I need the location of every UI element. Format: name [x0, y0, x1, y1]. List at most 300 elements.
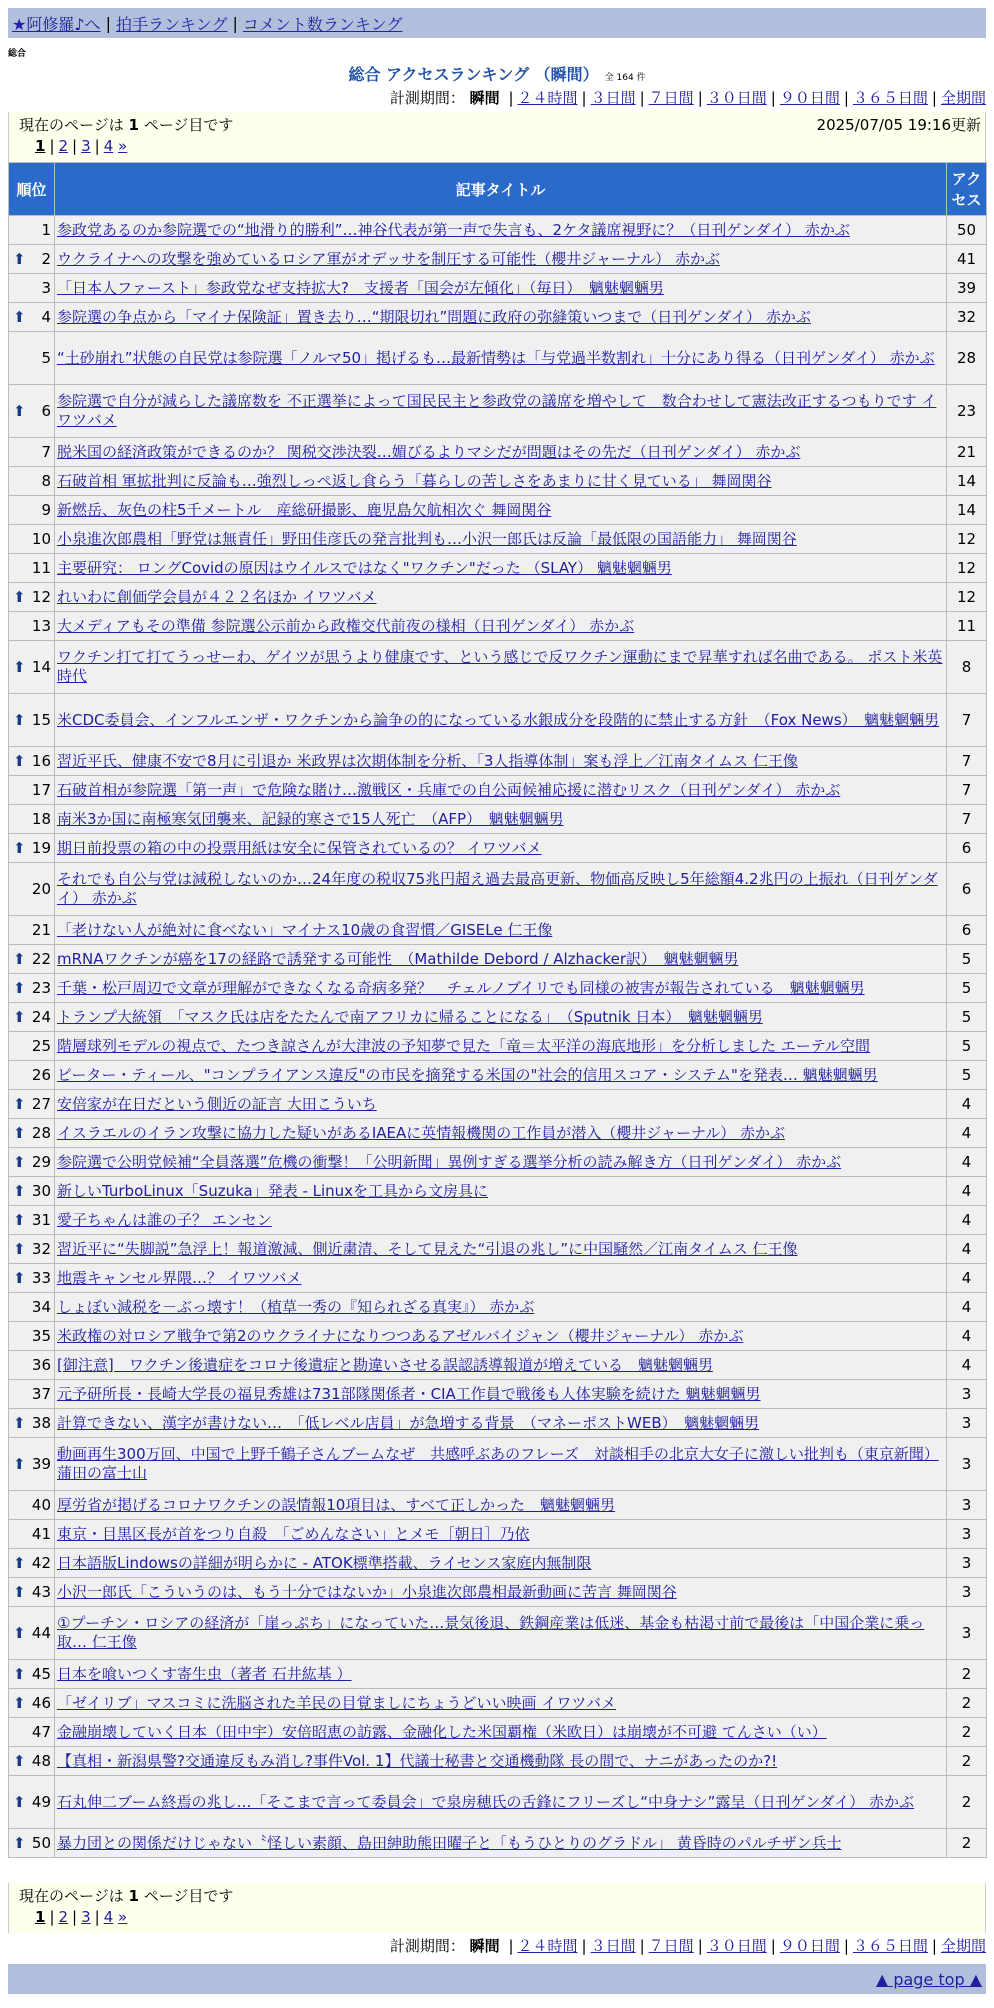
up-arrow-icon: ⬆ [13, 308, 26, 326]
article-link[interactable]: 地震キャンセル界隈…？ イワツバメ [57, 1268, 302, 1287]
title-cell [55, 1090, 947, 1119]
article-link[interactable]: “土砂崩れ”状態の自民党は参院選「ノルマ50」掲げるも…最新情勢は「与党過半数割れ」十分にあり得る（日刊ゲンダイ） 赤かぶ [57, 348, 935, 367]
access-count: 3 [947, 1520, 987, 1549]
rank-number: 36 [31, 1356, 51, 1374]
rank-cell [9, 496, 55, 525]
period-link[interactable]: ３日間 [590, 89, 636, 107]
up-arrow-icon: ⬆ [13, 1240, 26, 1258]
article-link[interactable]: 参院選で自分が減らした議席数を 不正選挙によって国民民主と参政党の議席を増やして 数合わせして憲法改正するつもりです イワツバメ [57, 392, 937, 429]
article-link[interactable]: 動画再生300万回、中国で上野千鶴子さんブームなぜ 共感呼ぶあのフレーズ 対談相手の北京大女子に激しい批判も（東京新聞） 蒲田の富士山 [57, 1445, 939, 1482]
table-row [9, 1003, 987, 1032]
rank-number: 46 [31, 1694, 51, 1712]
access-count: 4 [947, 1264, 987, 1293]
access-count: 50 [947, 216, 987, 245]
next-page-link[interactable]: » [118, 137, 128, 155]
access-count: 6 [947, 863, 987, 916]
article-link[interactable]: ウクライナへの攻撃を強めているロシア軍がオデッサを制圧する可能性（櫻井ジャーナル） 赤かぶ [57, 249, 720, 268]
access-count: 5 [947, 974, 987, 1003]
table-row [9, 834, 987, 863]
article-link[interactable]: 小沢一郎氏「こういうのは、もう十分ではないか」小泉進次郎農相最新動画に苦言 舞岡関谷 [57, 1582, 677, 1601]
article-link[interactable]: 南米3か国に南極寒気団襲来、記録的寒さで15人死亡 （AFP） 魑魅魍魎男 [57, 809, 564, 828]
article-link[interactable]: 計算できない、漢字が書けない… 「低レベル店員」が急増する背景 （マネーポストWEB） 魑魅魍魎男 [57, 1413, 760, 1432]
rank-cell [9, 1061, 55, 1090]
nav-clap-ranking-link[interactable]: 拍手ランキング [115, 14, 228, 34]
article-link[interactable]: 日本を喰いつくす寄生虫（著者 石井紘基 ） [57, 1664, 352, 1683]
access-count: 2 [947, 1776, 987, 1829]
rank-cell [9, 216, 55, 245]
article-link[interactable]: それでも自公与党は減税しないのか…24年度の税収75兆円超え過去最高更新、物価高反映し5年総額4.2兆円の上振れ（日刊ゲンダイ） 赤かぶ [57, 870, 938, 907]
rank-cell [9, 916, 55, 945]
rank-cell [9, 1578, 55, 1607]
title-cell [55, 274, 947, 303]
period-separator: | [697, 89, 703, 107]
article-link[interactable]: 脱米国の経済政策ができるのか？ 関税交渉決裂…媚びるよりマシだが問題はその先だ（日刊ゲンダイ） 赤かぶ [57, 442, 801, 461]
nav-comment-ranking-link[interactable]: コメント数ランキング [242, 14, 403, 34]
up-arrow-icon: ⬆ [13, 1665, 26, 1683]
access-count: 39 [947, 274, 987, 303]
access-count: 3 [947, 1607, 987, 1660]
period-link[interactable]: ７日間 [648, 1937, 694, 1955]
access-count: 7 [947, 776, 987, 805]
rank-cell [9, 1549, 55, 1578]
title-cell [55, 1119, 947, 1148]
article-link[interactable]: 期日前投票の箱の中の投票用紙は安全に保管されているの？ イワツバメ [57, 838, 542, 857]
access-count: 3 [947, 1491, 987, 1520]
footer-bar [8, 1964, 986, 1994]
up-arrow-icon: ⬆ [13, 250, 26, 268]
table-row [9, 1177, 987, 1206]
table-row [9, 1206, 987, 1235]
period-link[interactable]: ２４時間 [517, 1937, 578, 1955]
article-link[interactable]: 階層球列モデルの視点で、たつき諒さんが大津波の予知夢で見た「竜＝太平洋の海底地形」を分析しました エーテル空間 [57, 1036, 870, 1055]
article-link[interactable]: 愛子ちゃんは誰の子？ エンセン [57, 1210, 272, 1229]
article-link[interactable]: mRNAワクチンが癌を17の経路で誘発する可能性 （Mathilde Debord / Alzhacker訳） 魑魅魍魎男 [57, 949, 739, 968]
table-row [9, 554, 987, 583]
period-link[interactable]: ３０日間 [706, 1937, 767, 1955]
title-cell [55, 216, 947, 245]
period-separator: | [843, 1937, 849, 1955]
title-cell [55, 1380, 947, 1409]
table-row [9, 1718, 987, 1747]
rank-number: 24 [31, 1008, 51, 1026]
rank-number: 17 [31, 781, 51, 799]
title-cell [55, 863, 947, 916]
period-separator: | [697, 1937, 703, 1955]
table-row [9, 1660, 987, 1689]
rank-cell [9, 694, 55, 747]
rank-number: 43 [31, 1583, 51, 1601]
rank-cell [9, 385, 55, 438]
title-cell [55, 1747, 947, 1776]
period-link[interactable]: ３日間 [590, 1937, 636, 1955]
rank-number: 39 [31, 1455, 51, 1473]
article-link[interactable]: [御注意] ワクチン後遺症をコロナ後遺症と勘違いさせる誤認誘導報道が増えている 魑魅魍魎男 [57, 1355, 713, 1374]
access-count: 2 [947, 1660, 987, 1689]
up-arrow-icon: ⬆ [13, 1834, 26, 1852]
rank-number: 44 [31, 1624, 51, 1642]
column-title: 記事タイトル [55, 163, 947, 216]
table-row [9, 1776, 987, 1829]
up-arrow-icon: ⬆ [13, 1182, 26, 1200]
up-arrow-icon: ⬆ [13, 588, 26, 606]
rank-number: 18 [31, 810, 51, 828]
up-arrow-icon: ⬆ [13, 658, 26, 676]
article-link[interactable]: 習近平に“失脚説”急浮上！報道激減、側近粛清、そして見えた“引退の兆し”に中国騒然／江南タイムス 仁王像 [57, 1239, 798, 1258]
rank-cell [9, 467, 55, 496]
title-cell [55, 1351, 947, 1380]
rank-number: 20 [31, 880, 51, 898]
up-arrow-icon: ⬆ [13, 1694, 26, 1712]
page-link[interactable]: 4 [103, 1908, 114, 1926]
access-count: 3 [947, 1549, 987, 1578]
article-link[interactable]: 「老けない人が絶対に食べない」マイナス10歳の食習慣／GISELe 仁王像 [57, 920, 553, 939]
up-arrow-icon: ⬆ [13, 1554, 26, 1572]
page-title [0, 62, 994, 85]
rank-number: 11 [31, 559, 51, 577]
article-link[interactable]: 参院選の争点から「マイナ保険証」置き去り…“期限切れ”問題に政府の弥縫策いつまで（日刊ゲンダイ） 赤かぶ [57, 307, 811, 326]
article-link[interactable]: ①プーチン・ロシアの経済が「崖っぷち」になっていた…景気後退、鉄鋼産業は低迷、基金も枯渇寸前で最後は「中国企業に乗っ取… 仁王像 [57, 1614, 925, 1651]
title-cell [55, 1293, 947, 1322]
title-cell [55, 583, 947, 612]
title-cell [55, 1776, 947, 1829]
pagination [35, 1908, 975, 1926]
title-cell [55, 467, 947, 496]
rank-number: 33 [31, 1269, 51, 1287]
rank-number: 5 [41, 349, 51, 367]
article-link[interactable]: トランプ大統領 「マスク氏は店をたたんで南アフリカに帰ることになる」 （Sputnik 日本） 魑魅魍魎男 [57, 1007, 763, 1026]
article-link[interactable]: 小泉進次郎農相「野党は無責任」野田佳彦氏の発言批判も…小沢一郎氏は反論「最低限の国語能力」 舞岡関谷 [57, 529, 797, 548]
title-cell [55, 1607, 947, 1660]
up-arrow-icon: ⬆ [13, 1153, 26, 1171]
page-info-text: 現在のページは 1 ページ目です [19, 116, 234, 134]
table-row [9, 1380, 987, 1409]
up-arrow-icon: ⬆ [13, 839, 26, 857]
rank-number: 22 [31, 950, 51, 968]
article-link[interactable]: しょぼい減税を－ぶっ壊す！（植草一秀の『知られざる真実』） 赤かぶ [57, 1297, 535, 1316]
table-row [9, 863, 987, 916]
rank-number: 32 [31, 1240, 51, 1258]
table-row [9, 1578, 987, 1607]
access-count: 5 [947, 945, 987, 974]
nav-home-link[interactable]: ★阿修羅♪へ [12, 14, 101, 34]
rank-number: 4 [41, 308, 51, 326]
title-cell [55, 1032, 947, 1061]
period-link[interactable]: ７日間 [648, 89, 694, 107]
article-link[interactable]: 安倍家が在日だという側近の証言 大田こういち [57, 1094, 377, 1113]
access-count: 4 [947, 1293, 987, 1322]
rank-cell [9, 612, 55, 641]
table-row [9, 945, 987, 974]
period-separator: | [770, 89, 776, 107]
title-cell [55, 776, 947, 805]
ranking-title: 総合 アクセスランキング （瞬間） [348, 65, 599, 84]
rank-number: 19 [31, 839, 51, 857]
period-separator: | [931, 89, 937, 107]
page-top-link[interactable]: ▲ page top ▲ [875, 1970, 982, 1989]
table-row [9, 583, 987, 612]
access-count: 4 [947, 1351, 987, 1380]
article-link[interactable]: 新燃岳、灰色の柱5千メートル 産総研撮影、鹿児島欠航相次ぐ 舞岡関谷 [57, 500, 552, 519]
period-separator: | [508, 1937, 514, 1955]
title-cell [55, 525, 947, 554]
table-row [9, 1438, 987, 1491]
up-arrow-icon: ⬆ [13, 1211, 26, 1229]
ranking-table [8, 162, 987, 1858]
access-count: 12 [947, 525, 987, 554]
period-link[interactable]: ３６５日間 [852, 1937, 928, 1955]
rank-number: 23 [31, 979, 51, 997]
nav-separator: | [232, 13, 238, 33]
access-count: 8 [947, 641, 987, 694]
article-link[interactable]: 「ゼイリブ」マスコミに洗脳された羊民の目覚ましにちょうどいい映画 イワツバメ [57, 1693, 617, 1712]
rank-number: 2 [41, 250, 51, 268]
title-cell [55, 1409, 947, 1438]
article-link[interactable]: 東京・目黒区長が首をつり自殺 「ごめんなさい」とメモ［朝日］乃依 [57, 1524, 530, 1543]
rank-cell [9, 1747, 55, 1776]
article-link[interactable]: 「日本人ファースト」参政党なぜ支持拡大? 支援者「国会が左傾化」（毎日） 魑魅魍魎男 [57, 278, 664, 297]
table-row [9, 332, 987, 385]
rank-number: 8 [41, 472, 51, 490]
period-separator: | [639, 1937, 645, 1955]
article-link[interactable]: 日本語版Lindowsの詳細が明らかに - ATOK標準搭載、ライセンス家庭内無制限 [57, 1553, 592, 1572]
up-arrow-icon: ⬆ [13, 752, 26, 770]
article-link[interactable]: 参政党あるのか参院選での“地滑り的勝利”…神谷代表が第一声で失言も、2ケタ議席視野に？（日刊ゲンダイ） 赤かぶ [57, 220, 850, 239]
article-link[interactable]: 米CDC委員会、インフルエンザ・ワクチンから論争の的になっている水銀成分を段階的に禁止する方針 （Fox News） 魑魅魍魎男 [57, 710, 940, 729]
title-cell [55, 332, 947, 385]
table-row [9, 274, 987, 303]
rank-number: 9 [41, 501, 51, 519]
title-cell [55, 834, 947, 863]
table-row [9, 805, 987, 834]
article-link[interactable]: 参院選で公明党候補“全員落選”危機の衝撃！「公明新聞」異例すぎる選挙分析の読み解き方（日刊ゲンダイ） 赤かぶ [57, 1152, 842, 1171]
rank-cell [9, 1660, 55, 1689]
up-arrow-icon: ⬆ [13, 1793, 26, 1811]
up-arrow-icon: ⬆ [13, 979, 26, 997]
title-cell [55, 554, 947, 583]
period-separator: | [843, 89, 849, 107]
up-arrow-icon: ⬆ [13, 1124, 26, 1142]
title-cell [55, 1206, 947, 1235]
access-count: 12 [947, 583, 987, 612]
period-link[interactable]: 全期間 [940, 89, 986, 107]
table-row [9, 916, 987, 945]
rank-cell [9, 805, 55, 834]
up-arrow-icon: ⬆ [13, 1455, 26, 1473]
article-link[interactable]: 主要研究： ロングCovidの原因はウイルスではなく"ワクチン"だった （SLAY） 魑魅魍魎男 [57, 558, 672, 577]
article-link[interactable]: 金融崩壊していく日本（田中宇）安倍昭恵の訪露、金融化した米国覇権（米欧日）は崩壊が不可避 てんさい（い） [57, 1722, 827, 1741]
title-cell [55, 1235, 947, 1264]
article-link[interactable]: 石破首相が参院選「第一声」で危険な賭け…激戦区・兵庫での自公両候補応援に潜むリスク（日刊ゲンダイ） 赤かぶ [57, 780, 841, 799]
title-cell [55, 1148, 947, 1177]
access-count: 2 [947, 1718, 987, 1747]
category-label: 総合 [8, 49, 27, 59]
up-arrow-icon: ⬆ [13, 1624, 26, 1642]
table-row [9, 496, 987, 525]
title-cell [55, 245, 947, 274]
table-row [9, 438, 987, 467]
page-current: 1 [35, 137, 46, 155]
rank-cell [9, 1032, 55, 1061]
period-link[interactable]: ９０日間 [779, 89, 840, 107]
access-count: 4 [947, 1148, 987, 1177]
title-cell [55, 1061, 947, 1090]
title-cell [55, 805, 947, 834]
period-label: 計測期間： [389, 1937, 465, 1955]
title-cell [55, 1829, 947, 1858]
access-count: 2 [947, 1829, 987, 1858]
nav-separator: | [105, 13, 111, 33]
rank-cell [9, 438, 55, 467]
title-cell [55, 1549, 947, 1578]
article-link[interactable]: ピーター・ティール、"コンプライアンス違反"の市民を摘発する米国の"社会的信用スコア・システム"を発表… 魑魅魍魎男 [57, 1065, 878, 1084]
title-cell [55, 916, 947, 945]
rank-number: 31 [31, 1211, 51, 1229]
period-link[interactable]: ２４時間 [517, 89, 578, 107]
period-selector-bottom [390, 1935, 986, 1956]
article-link[interactable]: イスラエルのイラン攻撃に協力した疑いがあるIAEAに英情報機関の工作員が潜入（櫻井ジャーナル） 赤かぶ [57, 1123, 785, 1142]
article-link[interactable]: ワクチン打て打てうっせーわ、ゲイツが思うより健康です、という感じで反ワクチン運動にまで昇華すれば名曲である。 ポスト米英時代 [57, 648, 943, 685]
article-link[interactable]: 厚労省が掲げるコロナワクチンの誤情報10項目は、すべて正しかった 魑魅魍魎男 [57, 1495, 616, 1514]
pagination [35, 137, 975, 155]
period-link[interactable]: ３６５日間 [852, 89, 928, 107]
rank-cell [9, 1177, 55, 1206]
rank-number: 28 [31, 1124, 51, 1142]
rank-cell [9, 641, 55, 694]
table-row [9, 1689, 987, 1718]
next-page-link[interactable]: » [118, 1908, 128, 1926]
article-link[interactable]: 暴力団との関係だけじゃない〝怪しい素顔、島田紳助熊田曜子と「もうひとりのグラドル」 黄昏時のパルチザン兵士 [57, 1833, 842, 1852]
rank-cell [9, 863, 55, 916]
title-cell [55, 1491, 947, 1520]
article-link[interactable]: れいわに創価学会員が４２２名ほか イワツバメ [57, 587, 377, 606]
rank-cell [9, 747, 55, 776]
rank-number: 35 [31, 1327, 51, 1345]
rank-number: 3 [41, 279, 51, 297]
rank-cell [9, 945, 55, 974]
title-cell [55, 1264, 947, 1293]
title-cell [55, 385, 947, 438]
period-link[interactable]: ９０日間 [779, 1937, 840, 1955]
access-count: 21 [947, 438, 987, 467]
rank-number: 15 [31, 711, 51, 729]
access-count: 12 [947, 554, 987, 583]
title-cell [55, 496, 947, 525]
access-count: 2 [947, 1747, 987, 1776]
article-link[interactable]: 新しいTurboLinux「Suzuka」発表 - Linuxを工具から文房具に [57, 1181, 489, 1200]
period-label: 計測期間： [389, 89, 465, 107]
title-cell [55, 612, 947, 641]
rank-cell [9, 554, 55, 583]
access-count: 7 [947, 694, 987, 747]
rank-cell [9, 1264, 55, 1293]
rank-number: 42 [31, 1554, 51, 1572]
table-row [9, 1119, 987, 1148]
article-link[interactable]: 石丸伸二ブーム終焉の兆し…「そこまで言って委員会」で泉房穂氏の舌鋒にフリーズし“中身ナシ”露呈（日刊ゲンダイ） 赤かぶ [57, 1792, 915, 1811]
rank-cell [9, 1003, 55, 1032]
table-row [9, 303, 987, 332]
table-row [9, 641, 987, 694]
rank-number: 40 [31, 1496, 51, 1514]
article-link[interactable]: 【真相・新潟県警?交通違反もみ消し?事件Vol. 1】代議士秘書と交通機動隊 長の間で、ナニがあったのか?! [57, 1751, 778, 1770]
title-cell [55, 1689, 947, 1718]
up-arrow-icon: ⬆ [13, 1414, 26, 1432]
article-link[interactable]: 石破首相 軍拡批判に反論も…強烈しっぺ返し食らう「暮らしの苦しさをあまりに甘く見ている」 舞岡関谷 [57, 471, 772, 490]
access-count: 4 [947, 1206, 987, 1235]
rank-number: 27 [31, 1095, 51, 1113]
period-link[interactable]: ３０日間 [706, 89, 767, 107]
table-row [9, 1829, 987, 1858]
title-cell [55, 1578, 947, 1607]
rank-cell [9, 1119, 55, 1148]
article-link[interactable]: 米政権の対ロシア戦争で第2のウクライナになりつつあるアゼルバイジャン（櫻井ジャーナル） 赤かぶ [57, 1326, 744, 1345]
table-row [9, 776, 987, 805]
page-separator: | [49, 1908, 55, 1926]
period-separator: | [508, 89, 514, 107]
title-cell [55, 1177, 947, 1206]
page-separator: | [72, 1908, 78, 1926]
period-link[interactable]: 全期間 [940, 1937, 986, 1955]
page-link[interactable]: 3 [81, 1908, 91, 1926]
rank-number: 29 [31, 1153, 51, 1171]
access-count: 6 [947, 834, 987, 863]
rank-cell [9, 245, 55, 274]
table-row [9, 1235, 987, 1264]
rank-number: 50 [31, 1834, 51, 1852]
rank-cell [9, 1689, 55, 1718]
rank-number: 38 [31, 1414, 51, 1432]
period-current: 瞬間 [469, 1937, 500, 1955]
page-separator: | [94, 137, 100, 155]
rank-cell [9, 1322, 55, 1351]
access-count: 7 [947, 747, 987, 776]
article-link[interactable]: 習近平氏、健康不安で8月に引退か 米政界は次期体制を分析、「3人指導体制」案も浮上／江南タイムス 仁王像 [57, 751, 798, 770]
rank-number: 41 [31, 1525, 51, 1543]
page-link[interactable]: 2 [58, 137, 69, 155]
table-row [9, 1061, 987, 1090]
rank-number: 13 [31, 617, 51, 635]
page-link[interactable]: 4 [103, 137, 114, 155]
up-arrow-icon: ⬆ [13, 1583, 26, 1601]
access-count: 41 [947, 245, 987, 274]
rank-number: 26 [31, 1066, 51, 1084]
title-cell [55, 974, 947, 1003]
rank-cell [9, 1090, 55, 1119]
period-separator: | [639, 89, 645, 107]
rank-number: 14 [31, 658, 51, 676]
access-count: 6 [947, 916, 987, 945]
rank-cell [9, 332, 55, 385]
access-count: 32 [947, 303, 987, 332]
up-arrow-icon: ⬆ [13, 1269, 26, 1287]
title-cell [55, 945, 947, 974]
access-count: 14 [947, 496, 987, 525]
article-link[interactable]: 千葉・松戸周辺で文章が理解ができなくなる奇病多発？ チェルノブイリでも同様の被害が報告されている 魑魅魍魎男 [57, 978, 865, 997]
page-link[interactable]: 2 [58, 1908, 69, 1926]
article-link[interactable]: 元予研所長・長崎大学長の福見秀雄は731部隊関係者・CIA工作員で戦後も人体実験を続けた 魑魅魍魎男 [57, 1384, 761, 1403]
access-count: 3 [947, 1409, 987, 1438]
total-count: 全 164 件 [604, 73, 646, 83]
page-info-text: 現在のページは 1 ページ目です [19, 1887, 234, 1905]
access-count: 3 [947, 1578, 987, 1607]
rank-cell [9, 1491, 55, 1520]
table-row [9, 694, 987, 747]
period-separator: | [931, 1937, 937, 1955]
table-row [9, 1264, 987, 1293]
access-count: 5 [947, 1061, 987, 1090]
table-row [9, 1032, 987, 1061]
article-link[interactable]: 大メディアもその準備 参院選公示前から政権交代前夜の様相（日刊ゲンダイ） 赤かぶ [57, 616, 635, 635]
page-link[interactable]: 3 [81, 137, 91, 155]
